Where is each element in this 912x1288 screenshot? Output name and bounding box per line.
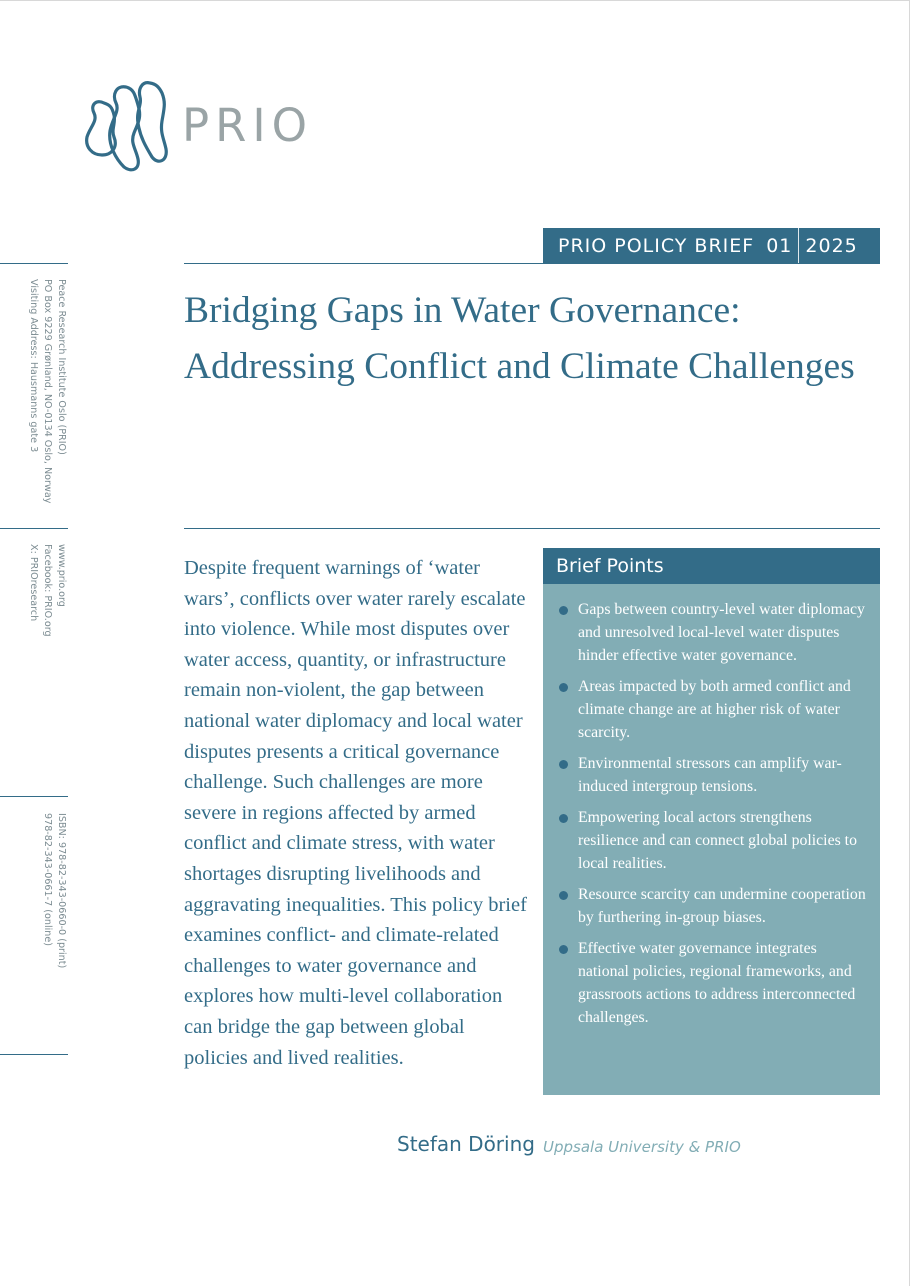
author-name: Stefan Döring <box>397 1132 535 1156</box>
sidebar-address <box>26 279 68 503</box>
brief-point-text: Areas impacted by both armed conflict and climate change are at higher risk of water scarcity. <box>578 678 851 741</box>
bullet-dot-icon <box>559 891 568 900</box>
brief-point-text: Effective water governance integrates national policies, regional frameworks, and grassroots actions to address interconnected challenges. <box>578 940 856 1026</box>
bullet-dot-icon <box>559 814 568 823</box>
brief-point <box>578 937 870 1029</box>
address-line: Visiting Address: Hausmanns gate 3 <box>28 279 39 453</box>
brief-point <box>578 883 870 929</box>
sidebar-rule <box>0 1054 68 1055</box>
prio-wordmark: PRIO <box>182 99 314 152</box>
brief-point <box>578 675 870 744</box>
series-year: 2025 <box>805 234 858 257</box>
sidebar-rule <box>0 263 68 264</box>
brief-point <box>578 806 870 875</box>
brief-points-panel <box>543 584 880 1095</box>
brief-point-text: Gaps between country-level water diplomacy and unresolved local-level water disputes hinder effective water governance. <box>578 601 865 664</box>
x-link[interactable]: X: PRIOresearch <box>28 544 39 622</box>
brief-points-heading: Brief Points <box>543 548 880 584</box>
brief-point-text: Empowering local actors strengthens resilience and can connect global policies to local realities. <box>578 809 857 872</box>
bullet-dot-icon <box>559 945 568 954</box>
brief-point-text: Environmental stressors can amplify war-induced intergroup tensions. <box>578 755 842 795</box>
prio-logo <box>82 75 322 179</box>
facebook-link[interactable]: Facebook: PRIO.org <box>42 544 53 637</box>
isbn-line: ISBN: 978-82-343-0660-0 (print) <box>56 813 67 969</box>
brief-point <box>578 598 870 667</box>
bullet-dot-icon <box>559 760 568 769</box>
address-line: PO Box 9229 Grønland, NO-0134 Oslo, Norway <box>42 279 53 504</box>
address-line: Peace Research Institute Oslo (PRIO) <box>56 279 67 455</box>
series-banner <box>543 228 880 263</box>
series-divider <box>798 228 799 263</box>
website-link[interactable]: www.prio.org <box>56 544 67 607</box>
page-title: Bridging Gaps in Water Governance: Addressing Conflict and Climate Challenges <box>184 290 855 387</box>
series-name: PRIO POLICY BRIEF <box>558 234 755 257</box>
series-number: 01 <box>766 234 793 257</box>
header-rule <box>184 263 880 264</box>
brief-points-list <box>543 584 880 1029</box>
title-rule <box>184 528 880 529</box>
sidebar-web <box>26 544 68 637</box>
prio-figures-logo-icon <box>82 75 178 179</box>
sidebar-isbn <box>40 813 68 968</box>
isbn-line: 978-82-343-0661-7 (online) <box>42 813 53 946</box>
brief-point <box>578 752 870 798</box>
bullet-dot-icon <box>559 683 568 692</box>
sidebar-rule <box>0 528 68 529</box>
sidebar-rule <box>0 796 68 797</box>
author-affiliation: Uppsala University & PRIO <box>543 1138 741 1156</box>
bullet-dot-icon <box>559 606 568 615</box>
brief-point-text: Resource scarcity can undermine cooperation by furthering in-group biases. <box>578 886 866 926</box>
abstract-text: Despite frequent warnings of ‘water wars’, conflicts over water rarely escalate into violence. While most disputes over water access, quantity, or infrastructure remain non-violent, the gap between national water diplomacy and local water disputes presents a critical governance challenge. Such challenges are more severe in regions affected by armed conflict and climate stress, with water shortages disrupting livelihoods and aggravating inequalities. This policy brief examines conflict- and climate-related challenges to water governance and explores how multi-level collaboration can bridge the gap between global policies and lived realities. <box>184 557 527 1069</box>
